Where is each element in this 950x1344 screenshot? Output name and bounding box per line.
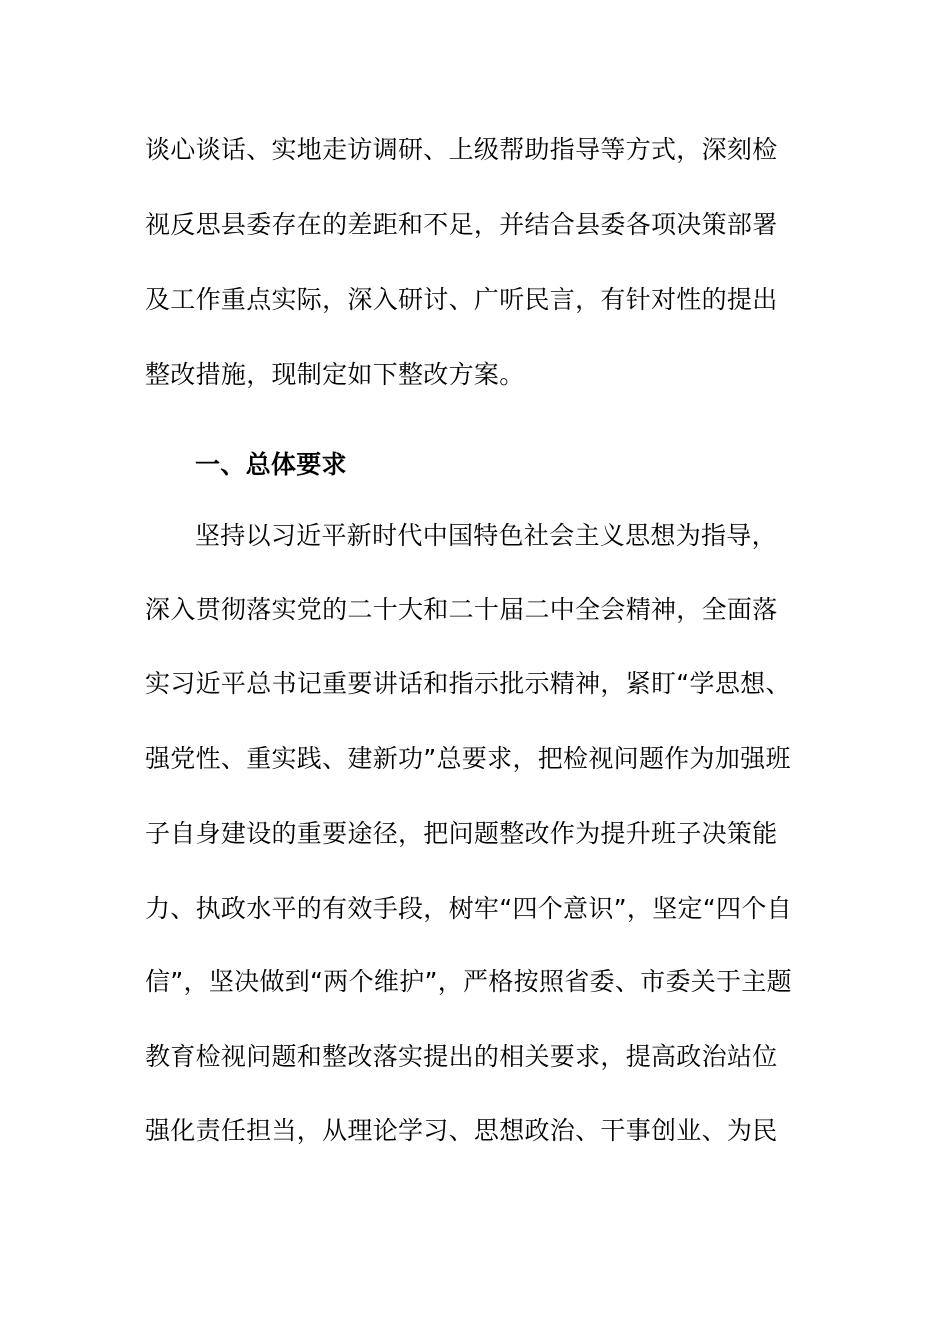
paragraph-line: 教育检视问题和整改落实提出的相关要求，提高政治站位 bbox=[145, 1042, 778, 1071]
paragraph-line: 及工作重点实际，深入研讨、广听民言，有针对性的提出 bbox=[145, 285, 778, 314]
paragraph-line: 深入贯彻落实党的二十大和二十届二中全会精神，全面落 bbox=[145, 595, 778, 624]
paragraph-line: 力、执政水平的有效手段，树牢“四个意识”，坚定“四个自 bbox=[145, 894, 792, 923]
paragraph-line: 谈心谈话、实地走访调研、上级帮助指导等方式，深刻检 bbox=[145, 135, 778, 164]
paragraph-line: 实习近平总书记重要讲话和指示批示精神，紧盯“学思想、 bbox=[145, 669, 791, 698]
paragraph-line: 信”，坚决做到“两个维护”，严格按照省委、市委关于主题 bbox=[145, 967, 792, 996]
paragraph-line: 强化责任担当，从理论学习、思想政治、干事创业、为民 bbox=[145, 1116, 778, 1145]
paragraph-line: 强党性、重实践、建新功”总要求，把检视问题作为加强班 bbox=[145, 744, 791, 773]
paragraph-line: 坚持以习近平新时代中国特色社会主义思想为指导， bbox=[195, 521, 777, 550]
paragraph-line: 视反思县委存在的差距和不足，并结合县委各项决策部署 bbox=[145, 210, 778, 239]
section-heading: 一、总体要求 bbox=[195, 450, 347, 479]
paragraph-line: 整改措施，现制定如下整改方案。 bbox=[145, 360, 525, 389]
paragraph-line: 子自身建设的重要途径，把问题整改作为提升班子决策能 bbox=[145, 819, 778, 848]
